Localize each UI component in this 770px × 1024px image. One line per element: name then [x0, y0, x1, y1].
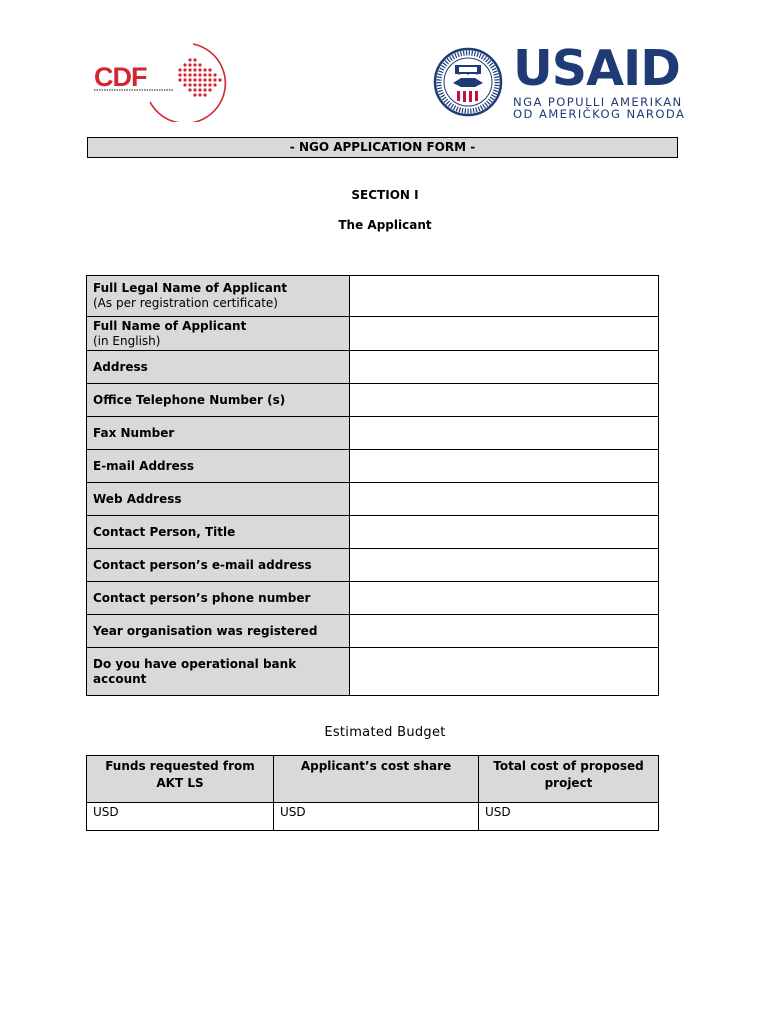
- web-address-field[interactable]: [350, 483, 659, 516]
- applicant-info-table: [86, 275, 659, 696]
- field-label: Contact person’s phone number: [87, 582, 350, 615]
- section-subheading: The Applicant: [338, 218, 432, 232]
- field-label: Year organisation was registered: [87, 615, 350, 648]
- contact-phone-field[interactable]: [350, 582, 659, 615]
- field-label: Contact Person, Title: [87, 516, 350, 549]
- form-title: - NGO APPLICATION FORM -: [87, 137, 678, 158]
- budget-table: [86, 755, 659, 831]
- budget-header-cost-share: Applicant’s cost share: [274, 756, 479, 803]
- bank-account-field[interactable]: [350, 648, 659, 696]
- table-row: [87, 417, 659, 450]
- table-row: [87, 384, 659, 417]
- funds-requested-field[interactable]: USD: [87, 803, 274, 831]
- field-label: Web Address: [87, 483, 350, 516]
- table-row: [87, 483, 659, 516]
- contact-email-field[interactable]: [350, 549, 659, 582]
- budget-value-row: [87, 803, 659, 831]
- total-cost-field[interactable]: USD: [479, 803, 659, 831]
- cost-share-field[interactable]: USD: [274, 803, 479, 831]
- table-row: [87, 648, 659, 696]
- address-field[interactable]: [350, 351, 659, 384]
- field-label-text: Full Legal Name of Applicant: [93, 281, 288, 295]
- legal-name-field[interactable]: [350, 276, 659, 317]
- section-heading: SECTION I: [351, 188, 419, 202]
- cdf-logo-text: CDF: [94, 62, 147, 92]
- field-label: Fax Number: [87, 417, 350, 450]
- field-label: [87, 276, 350, 317]
- registration-year-field[interactable]: [350, 615, 659, 648]
- field-label: E-mail Address: [87, 450, 350, 483]
- budget-header-row: [87, 756, 659, 803]
- budget-header-funds: Funds requested from AKT LS: [87, 756, 274, 803]
- table-row: [87, 549, 659, 582]
- fax-field[interactable]: [350, 417, 659, 450]
- table-row: [87, 276, 659, 317]
- usaid-tagline-albanian: NGA POPULLI AMERIKAN: [513, 95, 683, 109]
- field-label: Address: [87, 351, 350, 384]
- cdf-logo: [88, 40, 238, 122]
- usaid-wordmark: USAID: [513, 40, 680, 97]
- usaid-logo: [433, 40, 686, 121]
- field-sublabel: (As per registration certificate): [93, 296, 278, 310]
- field-label: Office Telephone Number (s): [87, 384, 350, 417]
- office-phone-field[interactable]: [350, 384, 659, 417]
- usaid-tagline-serbian: OD AMERIČKOG NARODA: [513, 107, 686, 121]
- table-row: [87, 582, 659, 615]
- field-label: Do you have operational bank account: [87, 648, 350, 696]
- usaid-seal-icon: [433, 47, 503, 117]
- field-label: Contact person’s e-mail address: [87, 549, 350, 582]
- table-row: [87, 615, 659, 648]
- budget-title: Estimated Budget: [324, 725, 446, 740]
- contact-person-field[interactable]: [350, 516, 659, 549]
- email-field[interactable]: [350, 450, 659, 483]
- table-row: [87, 317, 659, 351]
- field-label: [87, 317, 350, 351]
- table-row: [87, 450, 659, 483]
- table-row: [87, 351, 659, 384]
- budget-header-total: Total cost of proposed project: [479, 756, 659, 803]
- english-name-field[interactable]: [350, 317, 659, 351]
- table-row: [87, 516, 659, 549]
- field-sublabel: (in English): [93, 333, 161, 348]
- field-label-text: Full Name of Applicant: [93, 318, 247, 333]
